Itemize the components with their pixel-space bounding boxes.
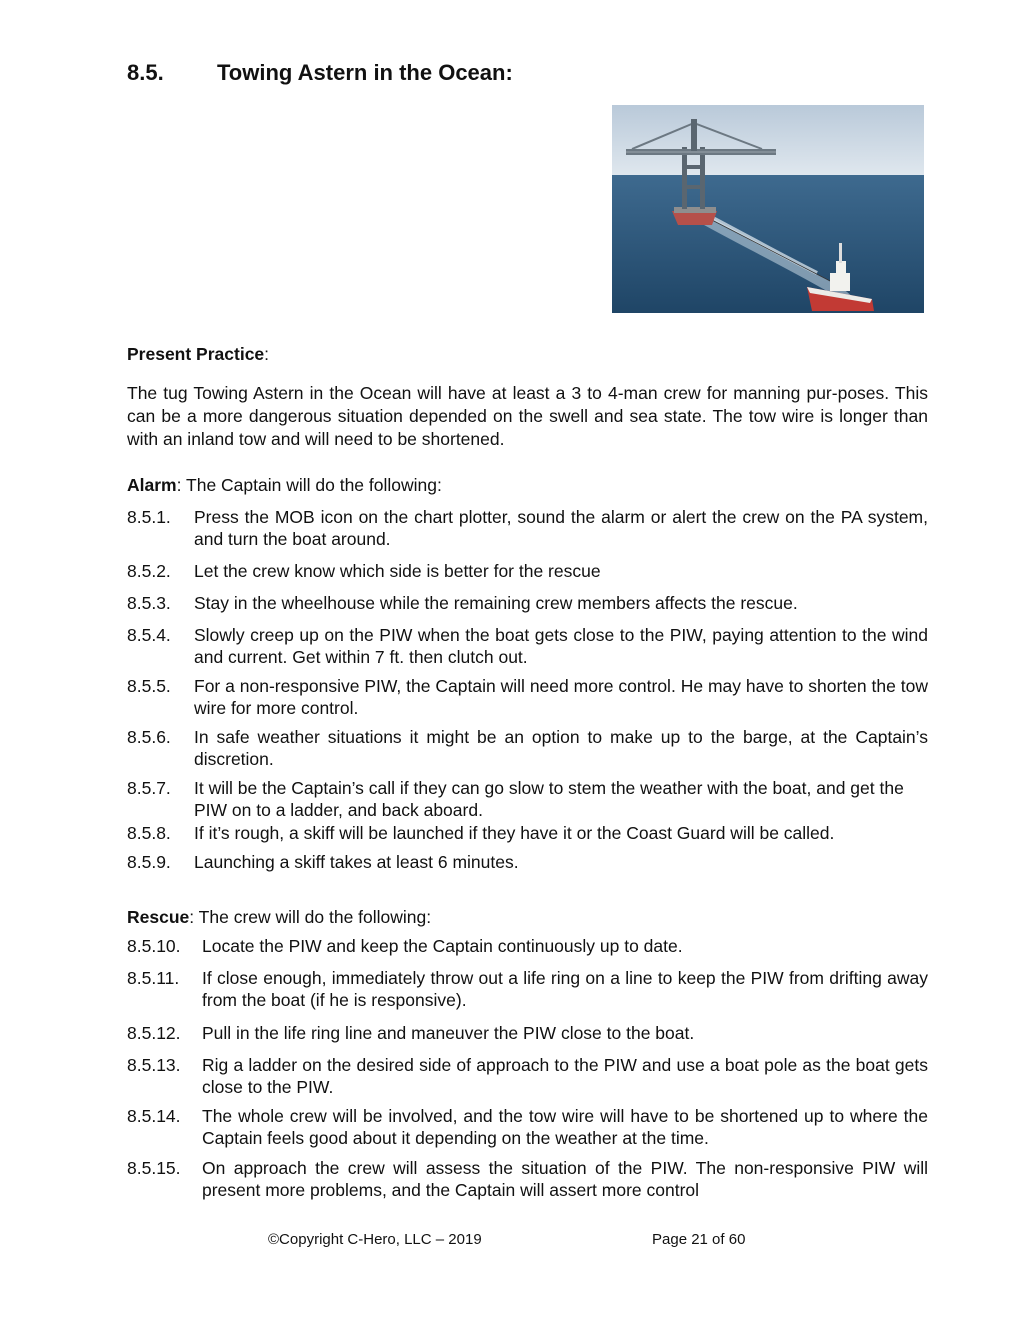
list-item [127, 935, 928, 957]
item-text: Press the MOB icon on the chart plotter, sound the alarm or alert the crew on the PA system, and turn the boat around. [194, 507, 928, 549]
present-practice-heading: Present Practice [127, 344, 265, 364]
rescue-intro-text: : The crew will do the following: [189, 907, 432, 927]
item-text: If it’s rough, a skiff will be launched if they have it or the Coast Guard will be called. [194, 823, 835, 843]
alarm-intro [127, 474, 442, 496]
item-text: Launching a skiff takes at least 6 minutes. [194, 852, 519, 872]
item-number: 8.5.9. [127, 852, 171, 872]
item-number: 8.5.13. [127, 1055, 181, 1075]
tug-towing-photo [612, 105, 924, 313]
list-item [127, 675, 928, 719]
item-text: Slowly creep up on the PIW when the boat gets close to the PIW, paying attention to the wind and current. Get within 7 ft. then clutch out. [194, 625, 928, 667]
item-number: 8.5.2. [127, 561, 171, 581]
item-number: 8.5.11. [127, 968, 180, 988]
list-item [127, 1157, 928, 1201]
footer-copyright: ©Copyright C-Hero, LLC – 2019 [268, 1231, 482, 1248]
item-text: Stay in the wheelhouse while the remaining crew members affects the rescue. [194, 593, 798, 613]
item-text: Let the crew know which side is better for the rescue [194, 561, 601, 581]
list-item [127, 822, 928, 844]
list-item [127, 851, 928, 873]
item-number: 8.5.12. [127, 1023, 181, 1043]
list-item [127, 1022, 928, 1044]
item-text: It will be the Captain’s call if they can go slow to stem the weather with the boat, and get the PIW on to a ladder, and back aboard. [194, 778, 904, 820]
item-text: For a non-responsive PIW, the Captain will need more control. He may have to shorten the tow wire for more control. [194, 676, 928, 718]
item-text: The whole crew will be involved, and the tow wire will have to be shortened up to where the Captain feels good about it depending on the weather at the time. [202, 1106, 928, 1148]
rescue-label: Rescue [127, 907, 190, 927]
item-number: 8.5.6. [127, 727, 171, 747]
item-number: 8.5.8. [127, 823, 171, 843]
section-heading [127, 60, 513, 86]
alarm-intro-text: : The Captain will do the following: [176, 475, 442, 495]
item-number: 8.5.15. [127, 1158, 181, 1178]
item-number: 8.5.1. [127, 507, 171, 527]
list-item [127, 777, 928, 821]
list-item [127, 726, 928, 770]
list-item [127, 1054, 928, 1098]
section-title: Towing Astern in the Ocean: [217, 60, 513, 85]
alarm-label: Alarm [127, 475, 177, 495]
section-number: 8.5. [127, 60, 164, 85]
item-text: Locate the PIW and keep the Captain continuously up to date. [202, 936, 683, 956]
footer-page-number: Page 21 of 60 [652, 1231, 746, 1248]
list-item [127, 1105, 928, 1149]
item-number: 8.5.4. [127, 625, 171, 645]
present-practice-colon: : [264, 344, 270, 364]
present-practice-label [127, 343, 269, 365]
item-number: 8.5.14. [127, 1106, 181, 1126]
item-number: 8.5.3. [127, 593, 171, 613]
item-text: In safe weather situations it might be an option to make up to the barge, at the Captain’s discretion. [194, 727, 928, 769]
list-item [127, 592, 928, 614]
item-number: 8.5.10. [127, 936, 181, 956]
present-practice-text: The tug Towing Astern in the Ocean will have at least a 3 to 4-man crew for manning pur-poses. This can be a more dangerous situation depended on the swell and sea state. The tow wire is longer than with an inland tow and will need to be shortened. [127, 383, 928, 449]
list-item [127, 624, 928, 668]
item-text: Pull in the life ring line and maneuver the PIW close to the boat. [202, 1023, 695, 1043]
item-text: Rig a ladder on the desired side of approach to the PIW and use a boat pole as the boat gets close to the PIW. [202, 1055, 928, 1097]
item-text: If close enough, immediately throw out a life ring on a line to keep the PIW from drifting away from the boat (if he is responsive). [202, 968, 928, 1010]
item-number: 8.5.7. [127, 778, 171, 798]
list-item [127, 967, 928, 1011]
list-item [127, 506, 928, 550]
list-item [127, 560, 928, 582]
rescue-intro [127, 906, 431, 928]
item-text: On approach the crew will assess the situation of the PIW. The non-responsive PIW will present more problems, and the Captain will assert more control [202, 1158, 928, 1200]
item-number: 8.5.5. [127, 676, 171, 696]
